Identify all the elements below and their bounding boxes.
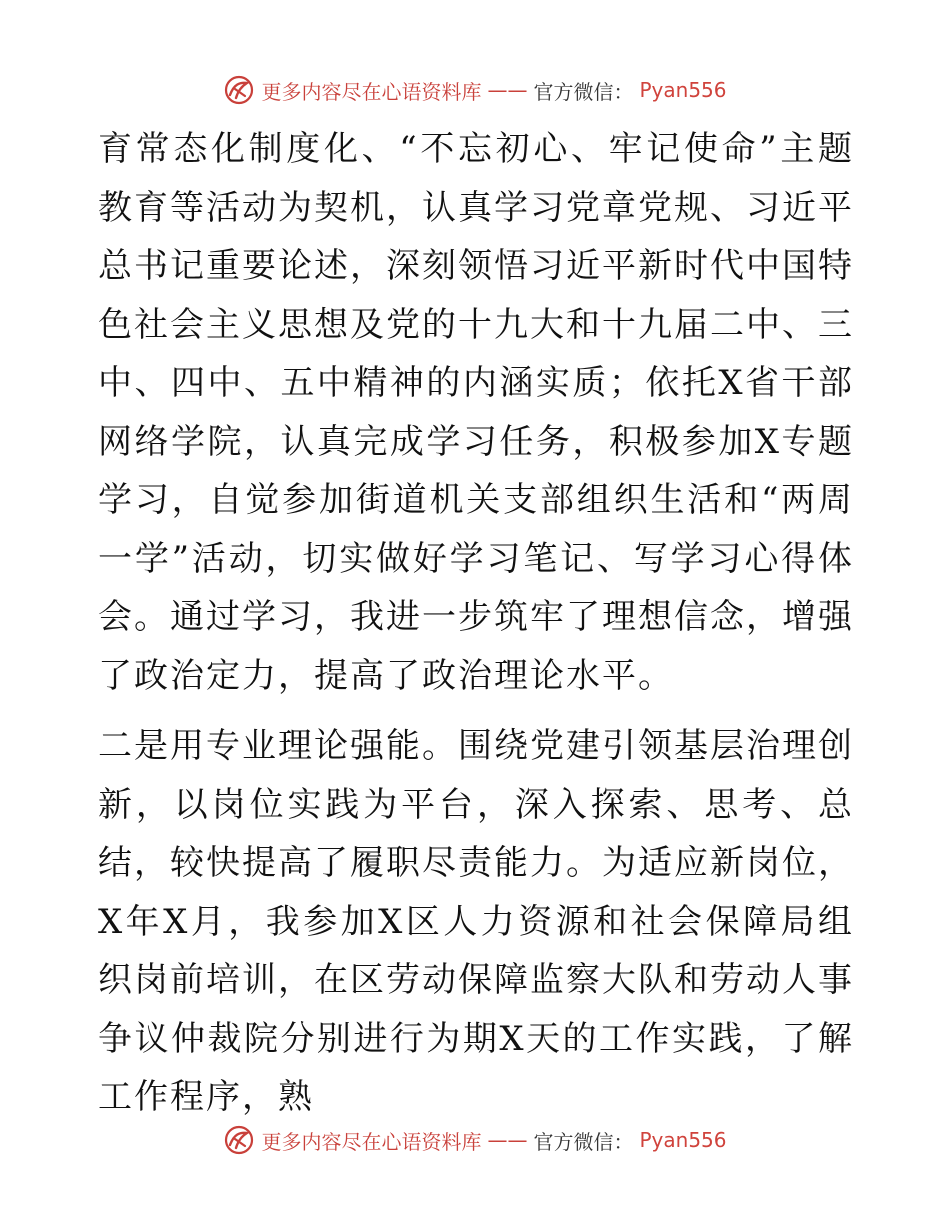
signature-logo-icon (223, 1124, 255, 1156)
watermark-text: 更多内容尽在心语资料库 (261, 79, 482, 104)
paragraph-2: 二是用专业理论强能。围绕党建引领基层治理创新，以岗位实践为平台，深入探索、思考、总结，较快提高了履职尽责能力。为适应新岗位，X年X月，我参加X区人力资源和社会保障局组织岗前培训，在区劳动保障监察大队和劳动人事争议仲裁院分别进行为期X天的工作实践，了解工作程序，熟 (98, 726, 854, 1117)
document-body (98, 120, 854, 1127)
watermark-separator: —— (487, 1128, 528, 1152)
signature-logo-icon (223, 74, 255, 106)
paragraph-1: 育常态化制度化、“不忘初心、牢记使命”主题教育等活动为契机，认真学习党章党规、习近平总书记重要论述，深刻领悟习近平新时代中国特色社会主义思想及党的十九大和十九届二中、三中、四中、五中精神的内涵实质；依托X省干部网络学院，认真完成学习任务，积极参加X专题学习，自觉参加街道机关支部组织生活和“两周一学”活动，切实做好学习笔记、写学习心得体会。通过学习，我进一步筑牢了理想信念，增强了政治定力，提高了政治理论水平。 (98, 129, 854, 696)
watermark-separator: —— (487, 78, 528, 102)
footer-watermark (0, 1124, 950, 1156)
header-watermark (0, 74, 950, 106)
watermark-label: 官方微信： (533, 1129, 634, 1154)
watermark-text: 更多内容尽在心语资料库 (261, 1129, 482, 1154)
watermark-label: 官方微信： (533, 79, 634, 104)
watermark-wechat-id: Pyan556 (639, 78, 727, 102)
watermark-wechat-id: Pyan556 (639, 1128, 727, 1152)
